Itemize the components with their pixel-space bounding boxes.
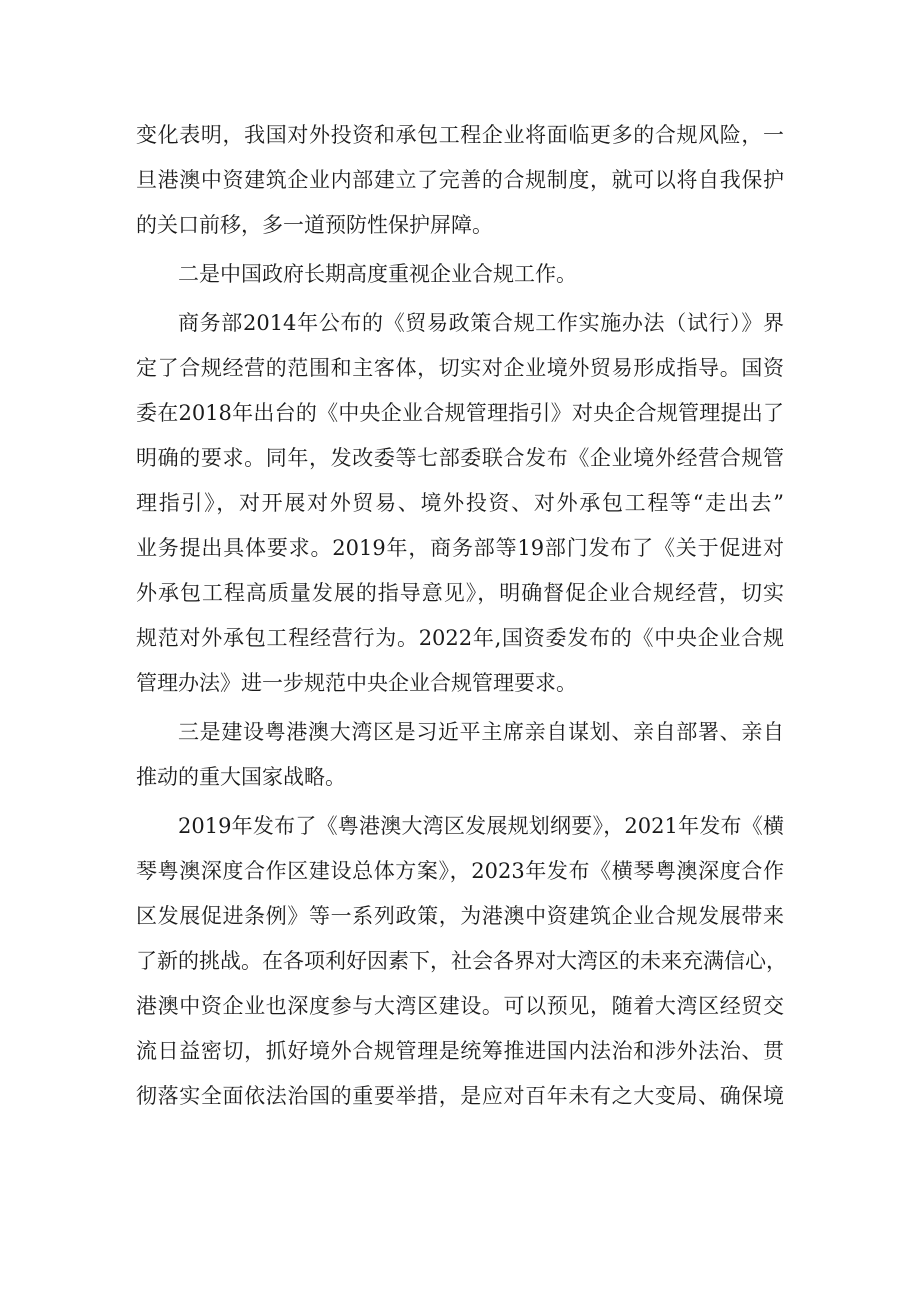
text-line: 流日益密切，抓好境外合规管理是统筹推进国内法治和涉外法治、贯 — [136, 1039, 784, 1063]
text-line: 规范对外承包工程经营行为。2022年,国资委发布的《中央企业合规 — [136, 626, 784, 650]
text-line: 推动的重大国家战略。 — [136, 765, 346, 789]
text-line: 明确的要求。同年，发改委等七部委联合发布《企业境外经营合规管 — [136, 446, 784, 470]
paragraph-5 — [136, 804, 787, 1119]
text-line: 港澳中资企业也深度参与大湾区建设。可以预见，随着大湾区经贸交 — [136, 994, 784, 1018]
paragraph-1 — [136, 113, 784, 248]
text-line: 区发展促进条例》等一系列政策，为港澳中资建筑企业合规发展带来 — [136, 904, 784, 928]
text-line: 商务部2014年公布的《贸易政策合规工作实施办法（试行）》界 — [178, 311, 784, 335]
paragraph-4 — [136, 710, 784, 800]
text-line: 外承包工程高质量发展的指导意见》，明确督促企业合规经营，切实 — [136, 581, 784, 605]
text-line: 了新的挑战。在各项利好因素下，社会各界对大湾区的未来充满信心， — [136, 949, 787, 973]
text-line: 二是中国政府长期高度重视企业合规工作。 — [178, 262, 577, 286]
text-line: 管理办法》进一步规范中央企业合规管理要求。 — [136, 671, 577, 695]
text-line: 业务提出具体要求。2019年，商务部等19部门发布了《关于促进对 — [136, 536, 784, 560]
document-body — [136, 113, 787, 1119]
text-line: 委在2018年出台的《中央企业合规管理指引》对央企合规管理提出了 — [136, 401, 784, 425]
text-line: 理指引》，对开展对外贸易、境外投资、对外承包工程等“走出去” — [136, 491, 784, 515]
text-line: 琴粤澳深度合作区建设总体方案》，2023年发布《横琴粤澳深度合作 — [136, 859, 784, 883]
text-line: 定了合规经营的范围和主客体，切实对企业境外贸易形成指导。国资 — [136, 356, 784, 380]
text-line: 三是建设粤港澳大湾区是习近平主席亲自谋划、亲自部署、亲自 — [178, 720, 784, 744]
text-line: 彻落实全面依法治国的重要举措，是应对百年未有之大变局、确保境 — [136, 1084, 784, 1108]
paragraph-3 — [136, 301, 784, 706]
text-line: 的关口前移，多一道预防性保护屏障。 — [136, 213, 493, 237]
text-line: 2019年发布了《粤港澳大湾区发展规划纲要》，2021年发布《横 — [178, 814, 784, 838]
paragraph-2 — [136, 252, 784, 297]
text-line: 旦港澳中资建筑企业内部建立了完善的合规制度，就可以将自我保护 — [136, 168, 784, 192]
text-line: 变化表明，我国对外投资和承包工程企业将面临更多的合规风险，一 — [136, 123, 784, 147]
